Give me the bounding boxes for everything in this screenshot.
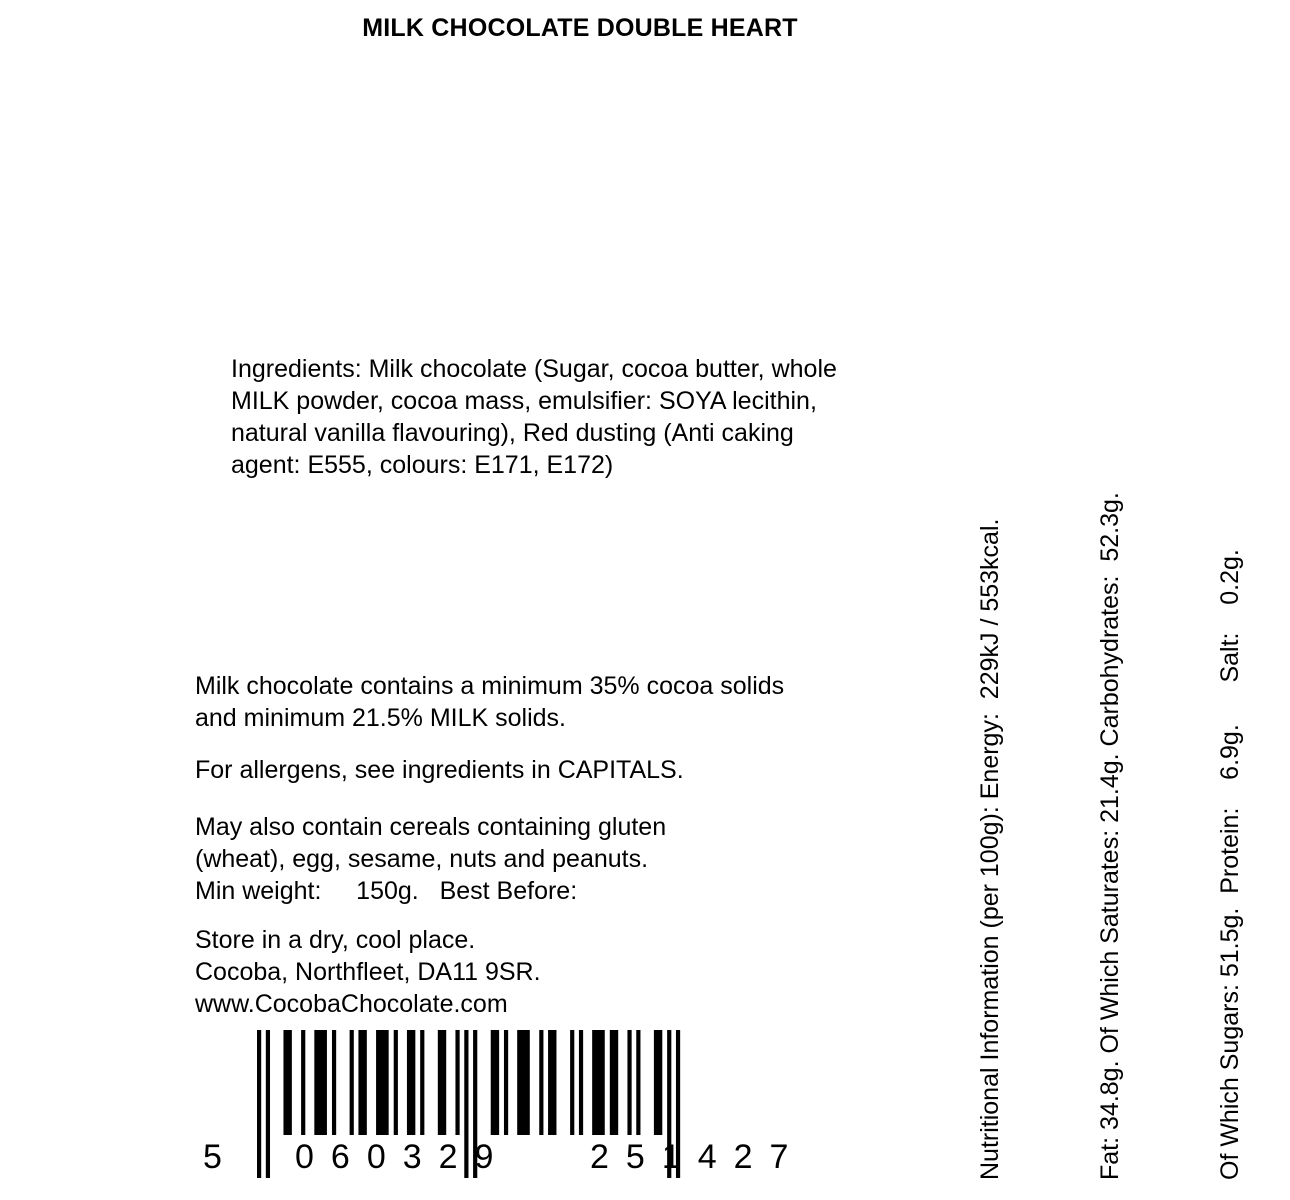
barcode-bar — [570, 1030, 574, 1135]
company-website: www.CocobaChocolate.com — [195, 990, 508, 1018]
ingredients-text: Ingredients: Milk chocolate (Sugar, cocoa butter, whole MILK powder, cocoa mass, emulsifier: SOYA lecithin, natural vanilla flavouring), Red dusting (Anti caking agent: E555, colours: E171, E172) — [231, 355, 837, 479]
product-title: MILK CHOCOLATE DOUBLE HEART — [362, 14, 798, 42]
storage-instructions: Store in a dry, cool place. — [195, 926, 476, 954]
barcode-bar — [358, 1030, 366, 1135]
allergen-note — [195, 754, 875, 786]
barcode-bar — [455, 1030, 459, 1135]
barcode-bar — [539, 1030, 543, 1135]
barcode-bar — [504, 1030, 508, 1135]
nutrition-line: Fat: 34.8g. Of Which Saturates: 21.4g. Carbohydrates: 52.3g. — [1096, 492, 1124, 1180]
barcode-bar — [517, 1030, 530, 1135]
may-contain-line: May also contain cereals containing gluten — [195, 813, 667, 841]
barcode-bar — [420, 1030, 424, 1135]
barcode-bar — [438, 1030, 446, 1135]
barcode-right-digits: 251427 — [590, 1138, 806, 1176]
company-details — [195, 924, 875, 1020]
barcode-bar — [654, 1030, 662, 1135]
barcode-bar — [332, 1030, 336, 1135]
allergen-note-text: For allergens, see ingredients in CAPITALS. — [195, 756, 684, 784]
barcode-bar — [266, 1030, 270, 1178]
barcode-bar — [491, 1030, 499, 1135]
barcode-bar — [301, 1030, 305, 1135]
barcode-bar — [407, 1030, 415, 1135]
barcode-bar — [636, 1030, 640, 1135]
barcode-bar — [610, 1030, 618, 1135]
barcode-bar — [627, 1030, 631, 1135]
cocoa-content-line: and minimum 21.5% MILK solids. — [195, 704, 566, 732]
may-contain-line: (wheat), egg, sesame, nuts and peanuts. — [195, 845, 649, 873]
nutrition-panel — [890, 240, 1290, 1180]
barcode-bar — [350, 1030, 354, 1135]
weight-best-before: Min weight: 150g. Best Before: — [195, 877, 578, 905]
barcode-left-digits: 060329 — [295, 1138, 511, 1176]
barcode-bar — [376, 1030, 389, 1135]
barcode-bar — [257, 1030, 261, 1178]
barcode-bar — [283, 1030, 291, 1135]
barcode-bar — [394, 1030, 398, 1135]
barcode — [195, 1030, 875, 1180]
company-address: Cocoba, Northfleet, DA11 9SR. — [195, 958, 541, 986]
barcode-bar — [592, 1030, 605, 1135]
may-contain-note — [195, 811, 875, 907]
barcode-first-digit: 5 — [203, 1138, 222, 1176]
barcode-bar — [579, 1030, 583, 1135]
barcode-bar — [314, 1030, 327, 1135]
cocoa-content-line: Milk chocolate contains a minimum 35% cocoa solids — [195, 672, 785, 700]
cocoa-content — [195, 670, 875, 734]
nutrition-line: Nutritional Information (per 100g): Energy: 229kJ / 553kcal. — [976, 518, 1004, 1180]
barcode-bar — [548, 1030, 556, 1135]
nutrition-line: Of Which Sugars: 51.5g. Protein: 6.9g. Salt: 0.2g. — [1216, 549, 1244, 1180]
